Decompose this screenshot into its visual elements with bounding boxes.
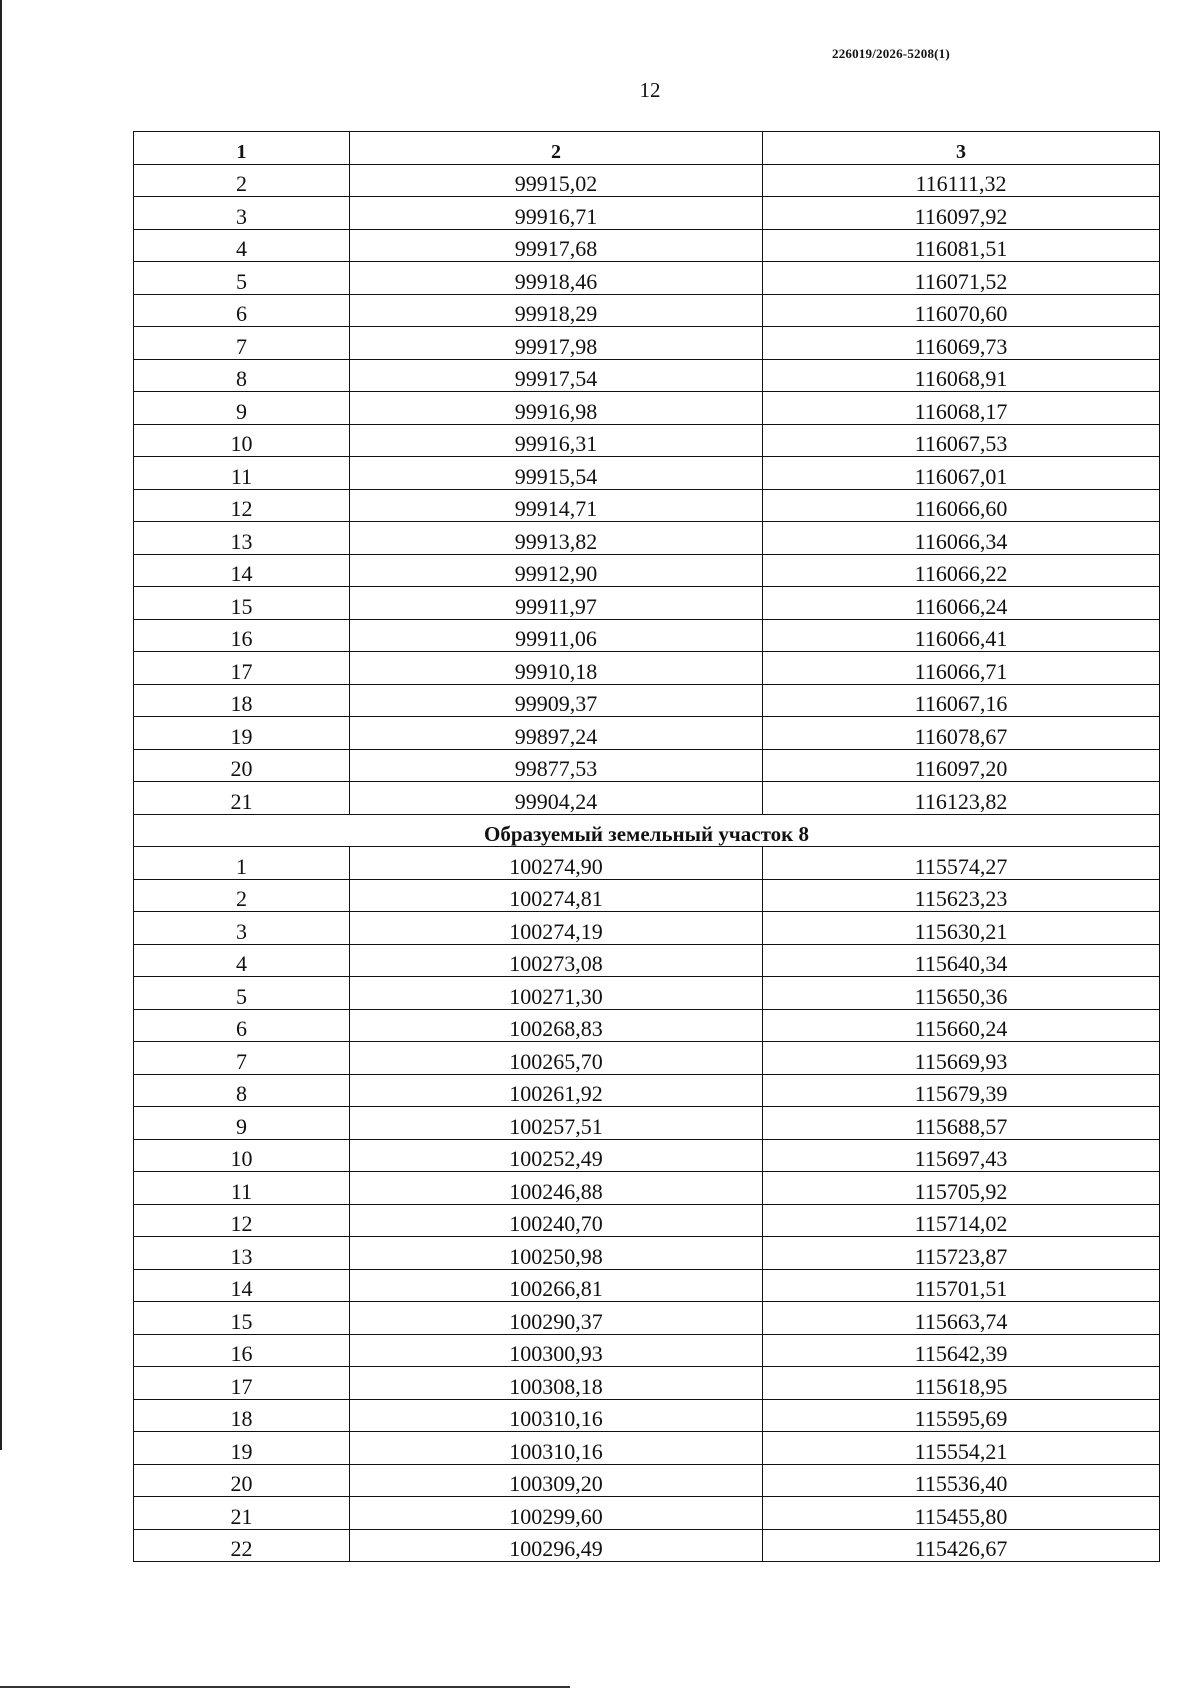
table-row xyxy=(134,327,1160,360)
point-number-cell: 11 xyxy=(134,457,350,490)
x-coordinate-cell: 99915,02 xyxy=(350,164,763,197)
x-coordinate-cell: 100300,93 xyxy=(350,1334,763,1367)
x-coordinate-cell: 99916,71 xyxy=(350,197,763,230)
x-coordinate-cell: 99877,53 xyxy=(350,749,763,782)
table-row xyxy=(134,392,1160,425)
x-coordinate-cell: 99916,31 xyxy=(350,424,763,457)
table-row xyxy=(134,1334,1160,1367)
table-row xyxy=(134,1464,1160,1497)
y-coordinate-cell: 115536,40 xyxy=(763,1464,1160,1497)
x-coordinate-cell: 99904,24 xyxy=(350,782,763,815)
scan-edge-left xyxy=(0,0,2,1450)
point-number-cell: 13 xyxy=(134,1237,350,1270)
y-coordinate-cell: 115554,21 xyxy=(763,1432,1160,1465)
point-number-cell: 20 xyxy=(134,749,350,782)
y-coordinate-cell: 115642,39 xyxy=(763,1334,1160,1367)
table-row xyxy=(134,359,1160,392)
y-coordinate-cell: 115574,27 xyxy=(763,847,1160,880)
y-coordinate-cell: 116067,53 xyxy=(763,424,1160,457)
column-header-3: 3 xyxy=(763,132,1160,165)
table-row xyxy=(134,1529,1160,1562)
point-number-cell: 6 xyxy=(134,294,350,327)
y-coordinate-cell: 116067,16 xyxy=(763,684,1160,717)
y-coordinate-cell: 115660,24 xyxy=(763,1009,1160,1042)
point-number-cell: 14 xyxy=(134,554,350,587)
table-row xyxy=(134,717,1160,750)
point-number-cell: 9 xyxy=(134,1107,350,1140)
x-coordinate-cell: 100246,88 xyxy=(350,1172,763,1205)
y-coordinate-cell: 115701,51 xyxy=(763,1269,1160,1302)
table-row xyxy=(134,424,1160,457)
table-row xyxy=(134,847,1160,880)
y-coordinate-cell: 116097,20 xyxy=(763,749,1160,782)
y-coordinate-cell: 115630,21 xyxy=(763,912,1160,945)
y-coordinate-cell: 116078,67 xyxy=(763,717,1160,750)
point-number-cell: 21 xyxy=(134,1497,350,1530)
x-coordinate-cell: 100268,83 xyxy=(350,1009,763,1042)
point-number-cell: 8 xyxy=(134,359,350,392)
y-coordinate-cell: 116067,01 xyxy=(763,457,1160,490)
table-row xyxy=(134,1107,1160,1140)
x-coordinate-cell: 100274,19 xyxy=(350,912,763,945)
point-number-cell: 3 xyxy=(134,197,350,230)
table-row xyxy=(134,912,1160,945)
column-header-2: 2 xyxy=(350,132,763,165)
point-number-cell: 12 xyxy=(134,1204,350,1237)
table-row xyxy=(134,1399,1160,1432)
x-coordinate-cell: 99918,46 xyxy=(350,262,763,295)
point-number-cell: 11 xyxy=(134,1172,350,1205)
y-coordinate-cell: 115623,23 xyxy=(763,879,1160,912)
table-row xyxy=(134,782,1160,815)
table-row xyxy=(134,1237,1160,1270)
x-coordinate-cell: 100310,16 xyxy=(350,1432,763,1465)
point-number-cell: 9 xyxy=(134,392,350,425)
y-coordinate-cell: 115650,36 xyxy=(763,977,1160,1010)
section-header-group xyxy=(134,814,1160,847)
x-coordinate-cell: 99915,54 xyxy=(350,457,763,490)
x-coordinate-cell: 100310,16 xyxy=(350,1399,763,1432)
point-number-cell: 8 xyxy=(134,1074,350,1107)
y-coordinate-cell: 115618,95 xyxy=(763,1367,1160,1400)
point-number-cell: 18 xyxy=(134,1399,350,1432)
x-coordinate-cell: 99912,90 xyxy=(350,554,763,587)
table-row xyxy=(134,977,1160,1010)
y-coordinate-cell: 115705,92 xyxy=(763,1172,1160,1205)
table-header-row xyxy=(134,132,1160,165)
point-number-cell: 16 xyxy=(134,619,350,652)
table-row xyxy=(134,1432,1160,1465)
point-number-cell: 14 xyxy=(134,1269,350,1302)
point-number-cell: 7 xyxy=(134,1042,350,1075)
point-number-cell: 6 xyxy=(134,1009,350,1042)
table-row xyxy=(134,619,1160,652)
table-row xyxy=(134,944,1160,977)
y-coordinate-cell: 115640,34 xyxy=(763,944,1160,977)
y-coordinate-cell: 115697,43 xyxy=(763,1139,1160,1172)
y-coordinate-cell: 115723,87 xyxy=(763,1237,1160,1270)
point-number-cell: 4 xyxy=(134,944,350,977)
x-coordinate-cell: 100266,81 xyxy=(350,1269,763,1302)
point-number-cell: 20 xyxy=(134,1464,350,1497)
point-number-cell: 5 xyxy=(134,262,350,295)
point-number-cell: 2 xyxy=(134,164,350,197)
x-coordinate-cell: 100309,20 xyxy=(350,1464,763,1497)
table-row xyxy=(134,262,1160,295)
table-row xyxy=(134,1204,1160,1237)
table-row xyxy=(134,587,1160,620)
y-coordinate-cell: 115663,74 xyxy=(763,1302,1160,1335)
y-coordinate-cell: 116069,73 xyxy=(763,327,1160,360)
point-number-cell: 5 xyxy=(134,977,350,1010)
table-row xyxy=(134,294,1160,327)
point-number-cell: 16 xyxy=(134,1334,350,1367)
x-coordinate-cell: 100252,49 xyxy=(350,1139,763,1172)
point-number-cell: 10 xyxy=(134,424,350,457)
y-coordinate-cell: 116070,60 xyxy=(763,294,1160,327)
y-coordinate-cell: 115714,02 xyxy=(763,1204,1160,1237)
point-number-cell: 15 xyxy=(134,587,350,620)
y-coordinate-cell: 116066,71 xyxy=(763,652,1160,685)
rows-group-a xyxy=(134,164,1160,814)
point-number-cell: 15 xyxy=(134,1302,350,1335)
document-id: 226019/2026-5208(1) xyxy=(832,46,950,61)
x-coordinate-cell: 99916,98 xyxy=(350,392,763,425)
y-coordinate-cell: 116068,17 xyxy=(763,392,1160,425)
table-row xyxy=(134,1367,1160,1400)
table-row xyxy=(134,1009,1160,1042)
table-row xyxy=(134,684,1160,717)
table-row xyxy=(134,522,1160,555)
x-coordinate-cell: 100271,30 xyxy=(350,977,763,1010)
point-number-cell: 22 xyxy=(134,1529,350,1562)
table-row xyxy=(134,1172,1160,1205)
page-number: 12 xyxy=(639,78,661,102)
x-coordinate-cell: 99917,68 xyxy=(350,229,763,262)
table-row xyxy=(134,749,1160,782)
y-coordinate-cell: 116097,92 xyxy=(763,197,1160,230)
x-coordinate-cell: 99918,29 xyxy=(350,294,763,327)
x-coordinate-cell: 99913,82 xyxy=(350,522,763,555)
point-number-cell: 7 xyxy=(134,327,350,360)
table-row xyxy=(134,1269,1160,1302)
point-number-cell: 3 xyxy=(134,912,350,945)
rows-group-b xyxy=(134,847,1160,1562)
point-number-cell: 12 xyxy=(134,489,350,522)
y-coordinate-cell: 116068,91 xyxy=(763,359,1160,392)
table-row xyxy=(134,197,1160,230)
x-coordinate-cell: 99909,37 xyxy=(350,684,763,717)
y-coordinate-cell: 115669,93 xyxy=(763,1042,1160,1075)
point-number-cell: 13 xyxy=(134,522,350,555)
x-coordinate-cell: 100308,18 xyxy=(350,1367,763,1400)
x-coordinate-cell: 100274,90 xyxy=(350,847,763,880)
column-header-1: 1 xyxy=(134,132,350,165)
x-coordinate-cell: 99911,97 xyxy=(350,587,763,620)
point-number-cell: 1 xyxy=(134,847,350,880)
point-number-cell: 19 xyxy=(134,717,350,750)
point-number-cell: 21 xyxy=(134,782,350,815)
x-coordinate-cell: 99917,54 xyxy=(350,359,763,392)
table-row xyxy=(134,1497,1160,1530)
x-coordinate-cell: 100290,37 xyxy=(350,1302,763,1335)
table-row xyxy=(134,652,1160,685)
coordinates-table xyxy=(133,131,1160,1562)
table-row xyxy=(134,554,1160,587)
y-coordinate-cell: 116123,82 xyxy=(763,782,1160,815)
table-row xyxy=(134,879,1160,912)
table-row xyxy=(134,1074,1160,1107)
x-coordinate-cell: 99917,98 xyxy=(350,327,763,360)
y-coordinate-cell: 116066,22 xyxy=(763,554,1160,587)
x-coordinate-cell: 100299,60 xyxy=(350,1497,763,1530)
y-coordinate-cell: 116071,52 xyxy=(763,262,1160,295)
y-coordinate-cell: 115455,80 xyxy=(763,1497,1160,1530)
y-coordinate-cell: 115426,67 xyxy=(763,1529,1160,1562)
point-number-cell: 17 xyxy=(134,1367,350,1400)
point-number-cell: 19 xyxy=(134,1432,350,1465)
x-coordinate-cell: 100250,98 xyxy=(350,1237,763,1270)
y-coordinate-cell: 116066,24 xyxy=(763,587,1160,620)
table-row xyxy=(134,489,1160,522)
x-coordinate-cell: 100296,49 xyxy=(350,1529,763,1562)
x-coordinate-cell: 100257,51 xyxy=(350,1107,763,1140)
table-row xyxy=(134,229,1160,262)
x-coordinate-cell: 100240,70 xyxy=(350,1204,763,1237)
x-coordinate-cell: 100265,70 xyxy=(350,1042,763,1075)
x-coordinate-cell: 99911,06 xyxy=(350,619,763,652)
table-row xyxy=(134,1302,1160,1335)
point-number-cell: 2 xyxy=(134,879,350,912)
y-coordinate-cell: 116111,32 xyxy=(763,164,1160,197)
point-number-cell: 17 xyxy=(134,652,350,685)
point-number-cell: 18 xyxy=(134,684,350,717)
table-row xyxy=(134,1139,1160,1172)
table-row xyxy=(134,164,1160,197)
y-coordinate-cell: 116081,51 xyxy=(763,229,1160,262)
section-title: Образуемый земельный участок 8 xyxy=(134,814,1160,847)
y-coordinate-cell: 115679,39 xyxy=(763,1074,1160,1107)
x-coordinate-cell: 100274,81 xyxy=(350,879,763,912)
y-coordinate-cell: 115688,57 xyxy=(763,1107,1160,1140)
scan-edge-bottom xyxy=(0,1686,570,1688)
table-row xyxy=(134,457,1160,490)
y-coordinate-cell: 115595,69 xyxy=(763,1399,1160,1432)
y-coordinate-cell: 116066,41 xyxy=(763,619,1160,652)
x-coordinate-cell: 100273,08 xyxy=(350,944,763,977)
x-coordinate-cell: 99910,18 xyxy=(350,652,763,685)
x-coordinate-cell: 99914,71 xyxy=(350,489,763,522)
section-row xyxy=(134,814,1160,847)
y-coordinate-cell: 116066,34 xyxy=(763,522,1160,555)
x-coordinate-cell: 99897,24 xyxy=(350,717,763,750)
point-number-cell: 10 xyxy=(134,1139,350,1172)
x-coordinate-cell: 100261,92 xyxy=(350,1074,763,1107)
y-coordinate-cell: 116066,60 xyxy=(763,489,1160,522)
point-number-cell: 4 xyxy=(134,229,350,262)
table-row xyxy=(134,1042,1160,1075)
